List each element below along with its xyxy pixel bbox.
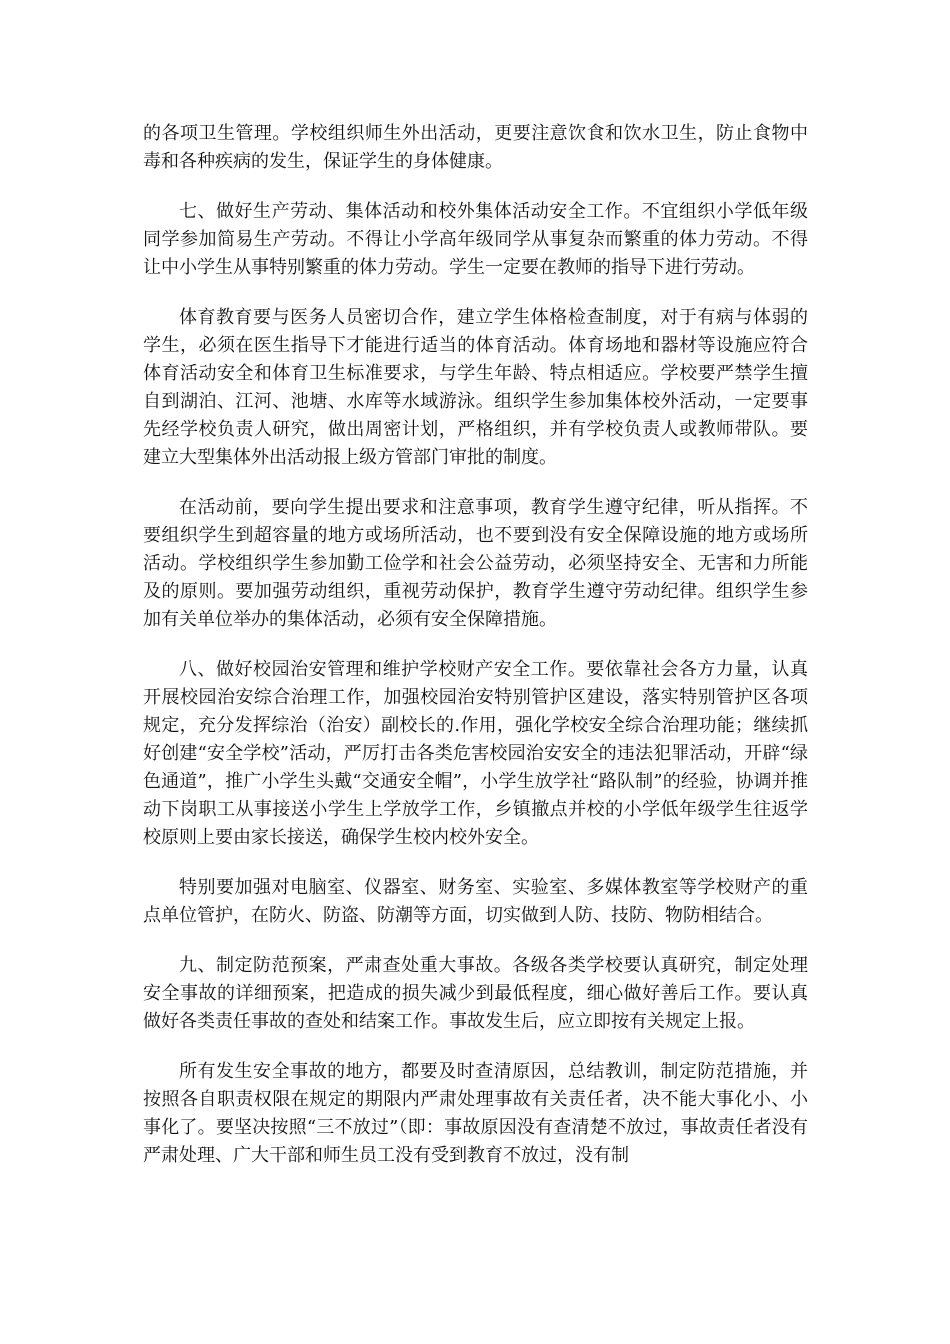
paragraph-property-protection: 特别要加强对电脑室、仪器室、财务室、实验室、多媒体教室等学校财产的重点单位管护，在防火、防盗、防潮等方面，切实做到人防、技防、物防相结合。 [143, 877, 808, 926]
paragraph-accident-handling: 所有发生安全事故的地方，都要及时查清原因，总结教训，制定防范措施，并按照各自职责权限在规定的期限内严肃处理事故有关责任者，决不能大事化小、小事化了。要坚决按照“三不放过”（即：事故原因没有查清楚不放过，事故责任者没有严肃处理、广大干部和师生员工没有受到教育不放过，没有制 [143, 1061, 808, 1166]
paragraph-section-9-contingency: 九、制定防范预案，严肃查处重大事故。各级各类学校要认真研究，制定处理安全事故的详细预案，把造成的损失减少到最低程度，细心做好善后工作。要认真做好各类责任事故的查处和结案工作。事故发生后，应立即按有关规定上报。 [143, 955, 808, 1032]
document-body [143, 120, 808, 1192]
paragraph-section-8-security: 八、做好校园治安管理和维护学校财产安全工作。要依靠社会各方力量，认真开展校园治安综合治理工作，加强校园治安特别管护区建设，落实特别管护区各项规定，充分发挥综治（治安）副校长的.作用，强化学校安全综合治理功能；继续抓好创建“安全学校”活动，严厉打击各类危害校园治安安全的违法犯罪活动，开辟“绿色通道”，推广小学生头戴“交通安全帽”，小学生放学社“路队制”的经验，协调并推动下岗职工从事接送小学生上学放学工作，乡镇撤点并校的小学低年级学生往返学校原则上要由家长接送，确保学生校内校外安全。 [143, 659, 808, 848]
paragraph-hygiene-continuation: 的各项卫生管理。学校组织师生外出活动，更要注意饮食和饮水卫生，防止食物中毒和各种疾病的发生，保证学生的身体健康。 [143, 123, 808, 172]
paragraph-activity-rules: 在活动前，要向学生提出要求和注意事项，教育学生遵守纪律，听从指挥。不要组织学生到超容量的地方或场所活动，也不要到没有安全保障设施的地方或场所活动。学校组织学生参加勤工俭学和社会公益劳动，必须坚持安全、无害和力所能及的原则。要加强劳动组织，重视劳动保护，教育学生遵守劳动纪律。组织学生参加有关单位举办的集体活动，必须有安全保障措施。 [143, 497, 808, 630]
paragraph-physical-education: 体育教育要与医务人员密切合作，建立学生体格检查制度，对于有病与体弱的学生，必须在医生指导下才能进行适当的体育活动。体育场地和器材等设施应符合体育活动安全和体育卫生标准要求，与学生年龄、特点相适应。学校要严禁学生擅自到湖泊、江河、池塘、水库等水域游泳。组织学生参加集体校外活动，一定要事先经学校负责人研究，做出周密计划，严格组织，并有学校负责人或教师带队。要建立大型集体外出活动报上级方管部门审批的制度。 [143, 307, 808, 468]
paragraph-section-7-labor: 七、做好生产劳动、集体活动和校外集体活动安全工作。不宜组织小学低年级同学参加简易生产劳动。不得让小学高年级同学从事复杂而繁重的体力劳动。不得让中小学生从事特别繁重的体力劳动。学生一定要在教师的指导下进行劳动。 [143, 201, 808, 278]
